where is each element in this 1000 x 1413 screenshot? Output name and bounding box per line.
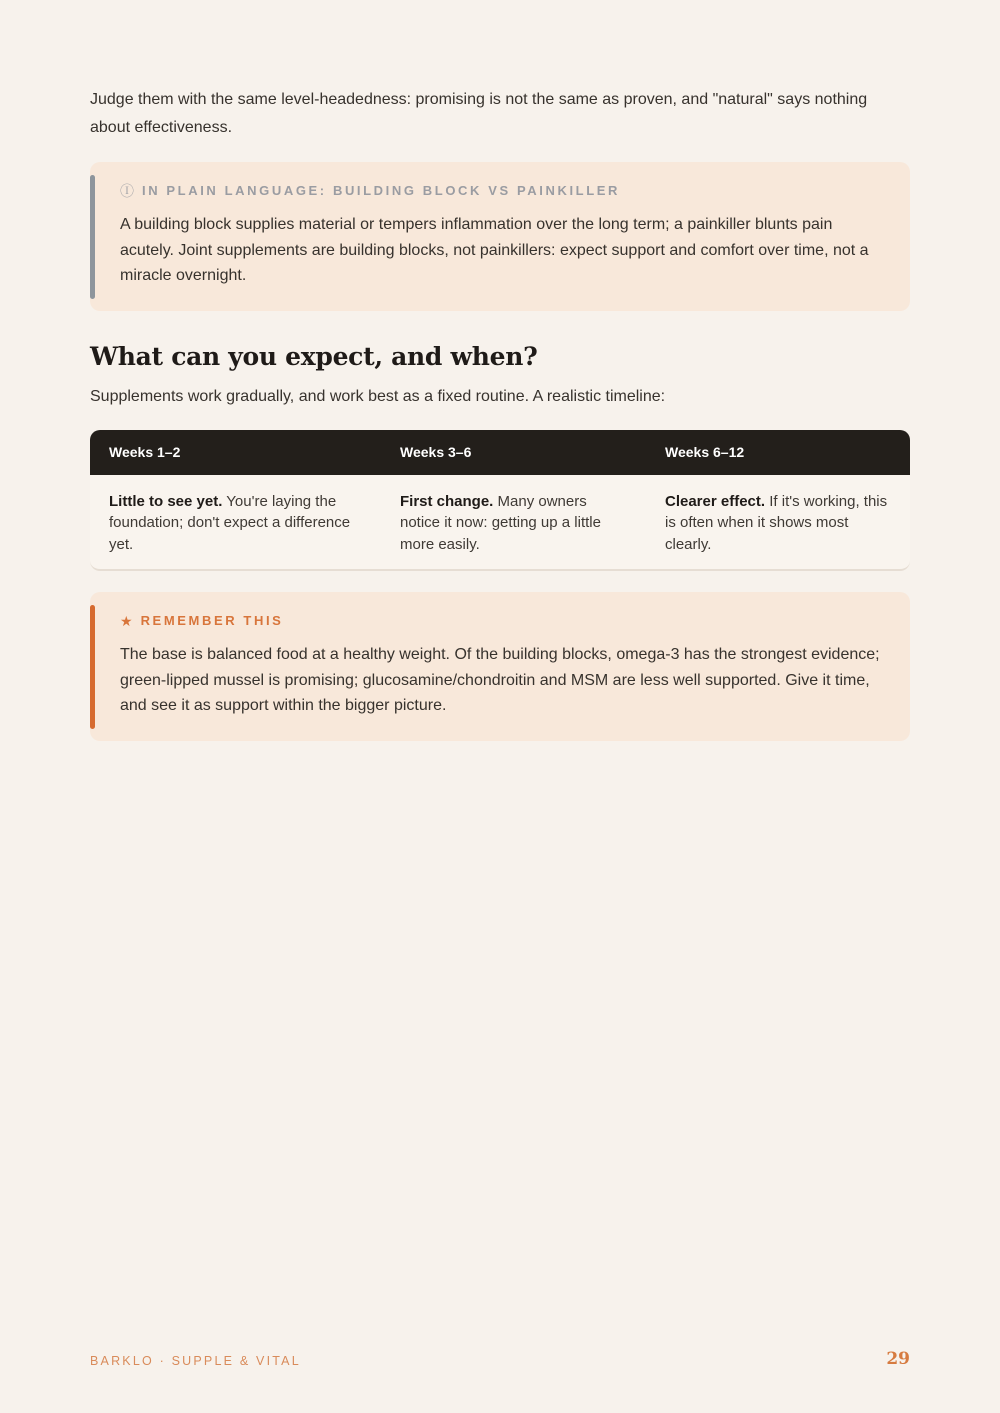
timeline-cell-weeks-1-2 (90, 491, 381, 556)
timeline-cell-text: Many owners notice it now: getting up a little more easily. (400, 492, 601, 553)
timeline-body-row (90, 475, 910, 570)
section-subtitle: Supplements work gradually, and work best as a fixed routine. A realistic timeline: (90, 387, 666, 405)
page-content (90, 86, 910, 741)
footer-brand: BARKLO · SUPPLE & VITAL (90, 1354, 301, 1368)
remember-callout-heading: REMEMBER THIS (140, 613, 284, 628)
timeline-header-row (90, 430, 910, 475)
remember-callout (90, 592, 910, 741)
timeline-cell-weeks-6-12 (646, 491, 910, 556)
timeline-cell-bold: Little to see yet. (109, 492, 223, 510)
timeline-cell-text: If it's working, this is often when it shows most clearly. (665, 492, 888, 553)
timeline-table (90, 430, 910, 572)
timeline-cell-bold: First change. (400, 492, 494, 510)
remember-callout-heading-row (120, 612, 880, 630)
timeline-cell-weeks-3-6 (381, 491, 646, 556)
page-number: 29 (886, 1349, 910, 1369)
info-callout (90, 162, 910, 311)
timeline-header-weeks-1-2: Weeks 1–2 (109, 444, 181, 460)
section-title: What can you expect, and when? (90, 341, 538, 371)
remember-callout-text: The base is balanced food at a healthy weight. Of the building blocks, omega-3 has the strongest evidence; green-lipped mussel is promising; glucosamine/chondroitin and MSM are less well supported. Give it time, and see it as support within the bigger picture. (120, 646, 880, 714)
timeline-cell-text: You're laying the foundation; don't expect a difference yet. (109, 492, 351, 553)
star-icon: ★ (120, 613, 133, 629)
timeline-cell-bold: Clearer effect. (665, 492, 766, 510)
info-callout-heading: IN PLAIN LANGUAGE: BUILDING BLOCK VS PAINKILLER (142, 183, 621, 198)
timeline-header-weeks-6-12: Weeks 6–12 (665, 444, 745, 460)
info-callout-text: A building block supplies material or tempers inflammation over the long term; a painkiller blunts pain acutely. Joint supplements are building blocks, not painkillers: expect support and comfort over time, not a miracle overnight. (120, 216, 869, 284)
timeline-header-weeks-3-6: Weeks 3–6 (400, 444, 472, 460)
intro-paragraph: Judge them with the same level-headedness: promising is not the same as proven, and "natural" says nothing about effectiveness. (90, 91, 868, 136)
info-callout-heading-row (120, 182, 880, 200)
info-icon: Ⓘ (120, 183, 134, 199)
